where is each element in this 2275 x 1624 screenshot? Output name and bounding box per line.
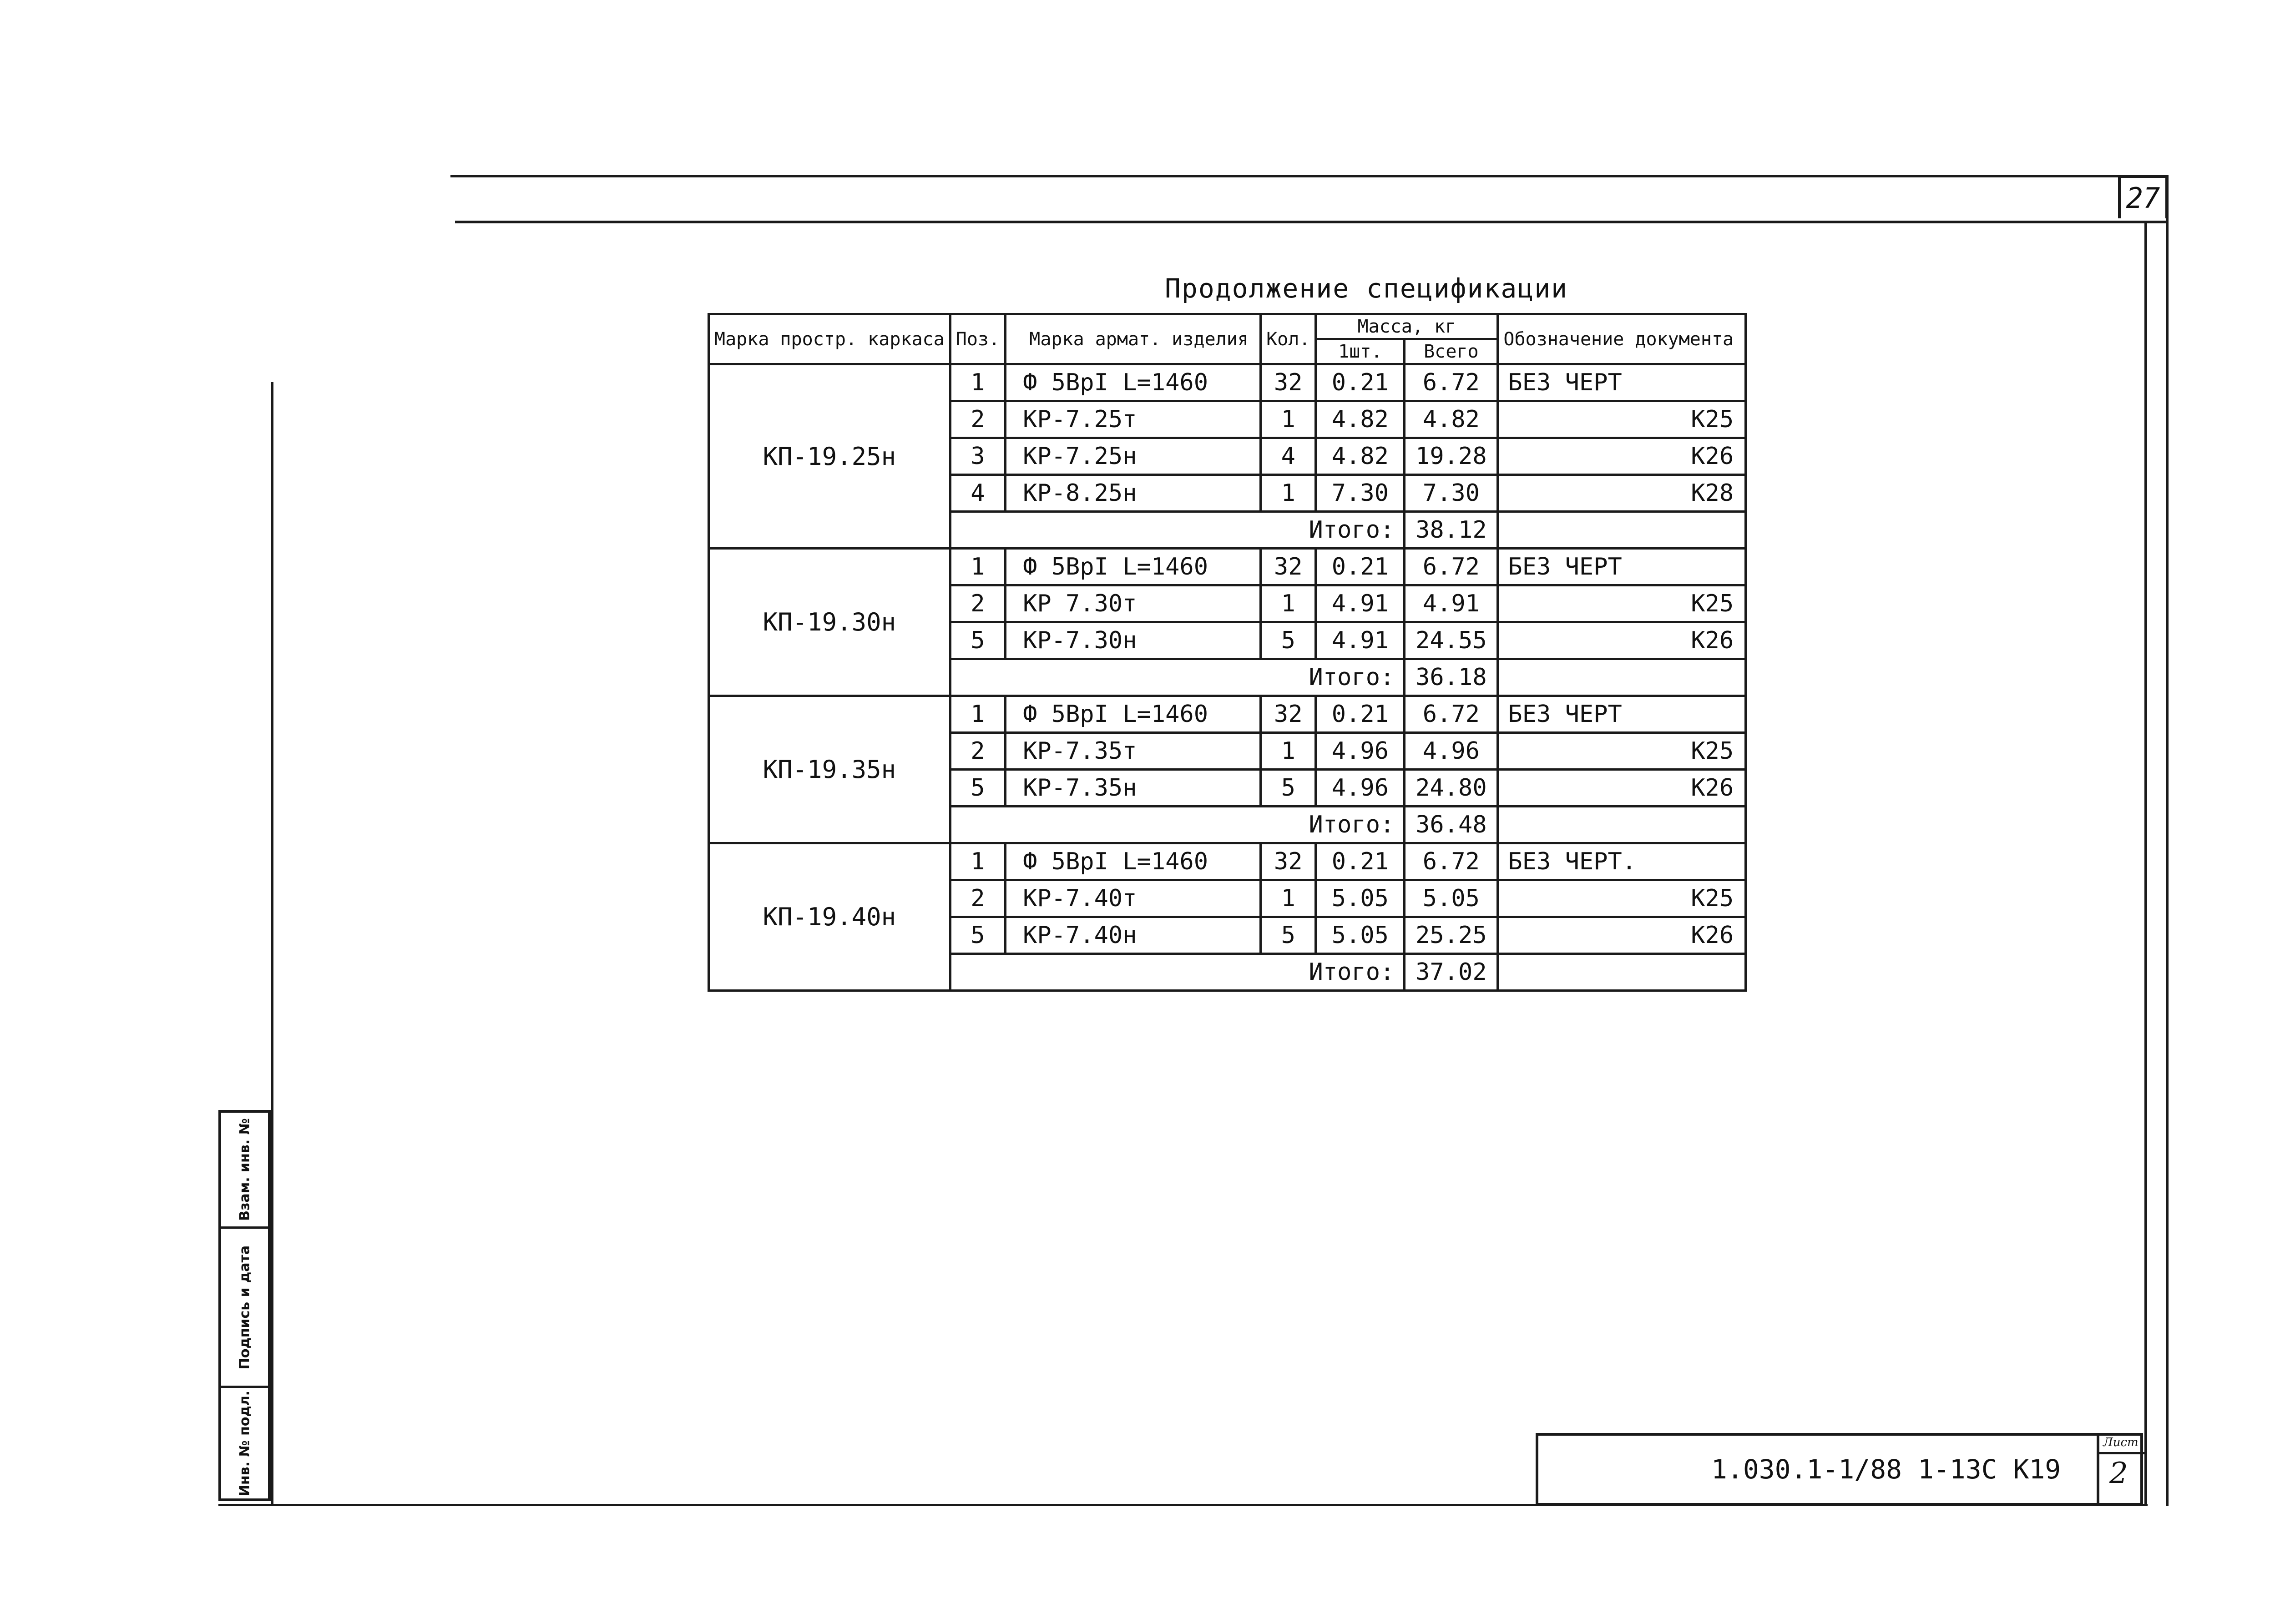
cell-unit-mass: 5.05 (1316, 917, 1405, 954)
header-row (709, 314, 1746, 339)
header-qty: Кол. (1261, 314, 1316, 364)
left-stamp (218, 1110, 271, 1501)
stamp-replace-inv: Взам. инв. № (237, 1118, 253, 1221)
cell-pos: 1 (950, 549, 1005, 585)
stamp-signature-date: Подпись и дата (237, 1245, 253, 1369)
cell-doc: БЕЗ ЧЕРТ (1498, 364, 1746, 401)
cell-pos: 5 (950, 770, 1005, 807)
table-row (709, 364, 1746, 401)
top-frame-line-inner (455, 221, 2168, 223)
group-mark: КП-19.40н (709, 843, 950, 991)
cell-total-mass: 25.25 (1405, 917, 1498, 954)
sheet-divider (2099, 1452, 2144, 1454)
header-doc: Обозначение документа (1498, 314, 1746, 364)
cell-total-mass: 19.28 (1405, 438, 1498, 475)
cell-item: КР-8.25н (1006, 475, 1261, 512)
cell-item: КР 7.30т (1006, 585, 1261, 622)
cell-pos: 4 (950, 475, 1005, 512)
cell-unit-mass: 0.21 (1316, 696, 1405, 733)
cell-unit-mass: 4.82 (1316, 401, 1405, 438)
cell-item: Ф 5ВрI L=1460 (1006, 549, 1261, 585)
cell-unit-mass: 4.96 (1316, 770, 1405, 807)
header-item: Марка армат. изделия (1006, 314, 1261, 364)
table-row (709, 843, 1746, 880)
cell-qty: 1 (1261, 475, 1316, 512)
cell-qty: 1 (1261, 585, 1316, 622)
cell-pos: 1 (950, 364, 1005, 401)
group-mark: КП-19.30н (709, 549, 950, 696)
subtotal-value: 36.18 (1405, 659, 1498, 696)
cell-unit-mass: 4.96 (1316, 733, 1405, 770)
cell-pos: 2 (950, 401, 1005, 438)
header-mass: Масса, кг (1316, 314, 1498, 339)
left-frame-line (271, 382, 273, 1506)
cell-qty: 1 (1261, 401, 1316, 438)
cell-item: Ф 5ВрI L=1460 (1006, 364, 1261, 401)
header-mass-total: Всего (1405, 339, 1498, 364)
cell-item: КР-7.40н (1006, 917, 1261, 954)
subtotal-value: 38.12 (1405, 512, 1498, 549)
subtotal-doc-empty (1498, 659, 1746, 696)
cell-item: КР-7.30н (1006, 622, 1261, 659)
subtotal-doc-empty (1498, 512, 1746, 549)
cell-qty: 1 (1261, 733, 1316, 770)
cell-pos: 2 (950, 585, 1005, 622)
cell-pos: 2 (950, 733, 1005, 770)
cell-doc: К25 (1498, 880, 1746, 917)
cell-unit-mass: 7.30 (1316, 475, 1405, 512)
cell-item: КР-7.35н (1006, 770, 1261, 807)
cell-unit-mass: 4.91 (1316, 585, 1405, 622)
cell-pos: 5 (950, 622, 1005, 659)
group-mark: КП-19.35н (709, 696, 950, 843)
header-mark: Марка простр. каркаса (709, 314, 950, 364)
cell-item: Ф 5ВрI L=1460 (1006, 843, 1261, 880)
cell-item: КР-7.35т (1006, 733, 1261, 770)
cell-doc: К25 (1498, 733, 1746, 770)
cell-unit-mass: 5.05 (1316, 880, 1405, 917)
cell-total-mass: 6.72 (1405, 696, 1498, 733)
cell-total-mass: 4.91 (1405, 585, 1498, 622)
cell-doc: К28 (1498, 475, 1746, 512)
right-frame-line-inner (2166, 175, 2169, 1506)
cell-doc: К26 (1498, 622, 1746, 659)
cell-unit-mass: 4.91 (1316, 622, 1405, 659)
right-frame-line-outer (2144, 221, 2147, 1506)
cell-item: КР-7.25н (1006, 438, 1261, 475)
cell-qty: 5 (1261, 917, 1316, 954)
cell-pos: 5 (950, 917, 1005, 954)
cell-doc: БЕЗ ЧЕРТ (1498, 549, 1746, 585)
sheet-label: Лист (2103, 1436, 2138, 1449)
cell-doc: К26 (1498, 770, 1746, 807)
subtotal-label: Итого: (950, 954, 1405, 991)
cell-item: КР-7.25т (1006, 401, 1261, 438)
cell-doc: К25 (1498, 585, 1746, 622)
cell-doc: БЕЗ ЧЕРТ. (1498, 843, 1746, 880)
table-row (709, 696, 1746, 733)
cell-qty: 32 (1261, 364, 1316, 401)
sheet-value: 2 (2109, 1457, 2128, 1490)
cell-total-mass: 24.55 (1405, 622, 1498, 659)
document-code: 1.030.1-1/88 1-13С К19 (1711, 1454, 2061, 1485)
cell-qty: 32 (1261, 843, 1316, 880)
subtotal-doc-empty (1498, 954, 1746, 991)
cell-total-mass: 7.30 (1405, 475, 1498, 512)
stamp-cell-replace (221, 1113, 268, 1226)
cell-pos: 1 (950, 843, 1005, 880)
cell-doc: К26 (1498, 917, 1746, 954)
cell-qty: 4 (1261, 438, 1316, 475)
cell-qty: 32 (1261, 549, 1316, 585)
cell-unit-mass: 0.21 (1316, 549, 1405, 585)
cell-total-mass: 6.72 (1405, 364, 1498, 401)
cell-qty: 32 (1261, 696, 1316, 733)
cell-qty: 1 (1261, 880, 1316, 917)
subtotal-label: Итого: (950, 659, 1405, 696)
cell-total-mass: 4.82 (1405, 401, 1498, 438)
cell-doc: К26 (1498, 438, 1746, 475)
stamp-inv-no: Инв. № подл. (237, 1390, 253, 1496)
subtotal-label: Итого: (950, 512, 1405, 549)
cell-total-mass: 6.72 (1405, 549, 1498, 585)
table-caption: Продолжение спецификации (1165, 273, 1568, 304)
table-row (709, 549, 1746, 585)
top-frame-line-outer (450, 175, 2120, 177)
cell-doc: БЕЗ ЧЕРТ (1498, 696, 1746, 733)
header-mass-unit: 1шт. (1316, 339, 1405, 364)
cell-total-mass: 6.72 (1405, 843, 1498, 880)
subtotal-doc-empty (1498, 807, 1746, 843)
cell-unit-mass: 0.21 (1316, 364, 1405, 401)
sheet-box (2097, 1433, 2144, 1506)
cell-item: Ф 5ВрI L=1460 (1006, 696, 1261, 733)
cell-total-mass: 24.80 (1405, 770, 1498, 807)
cell-total-mass: 4.96 (1405, 733, 1498, 770)
cell-pos: 3 (950, 438, 1005, 475)
cell-qty: 5 (1261, 770, 1316, 807)
subtotal-value: 36.48 (1405, 807, 1498, 843)
subtotal-value: 37.02 (1405, 954, 1498, 991)
cell-qty: 5 (1261, 622, 1316, 659)
cell-doc: К25 (1498, 401, 1746, 438)
sheet-number: 27 (2118, 175, 2168, 218)
subtotal-label: Итого: (950, 807, 1405, 843)
group-mark: КП-19.25н (709, 364, 950, 549)
cell-item: КР-7.40т (1006, 880, 1261, 917)
stamp-cell-inv (221, 1386, 268, 1498)
cell-unit-mass: 4.82 (1316, 438, 1405, 475)
cell-total-mass: 5.05 (1405, 880, 1498, 917)
title-block (1536, 1433, 2143, 1506)
cell-unit-mass: 0.21 (1316, 843, 1405, 880)
stamp-cell-signature (221, 1226, 268, 1386)
header-pos: Поз. (950, 314, 1005, 364)
specification-table (708, 313, 1747, 992)
cell-pos: 2 (950, 880, 1005, 917)
cell-pos: 1 (950, 696, 1005, 733)
